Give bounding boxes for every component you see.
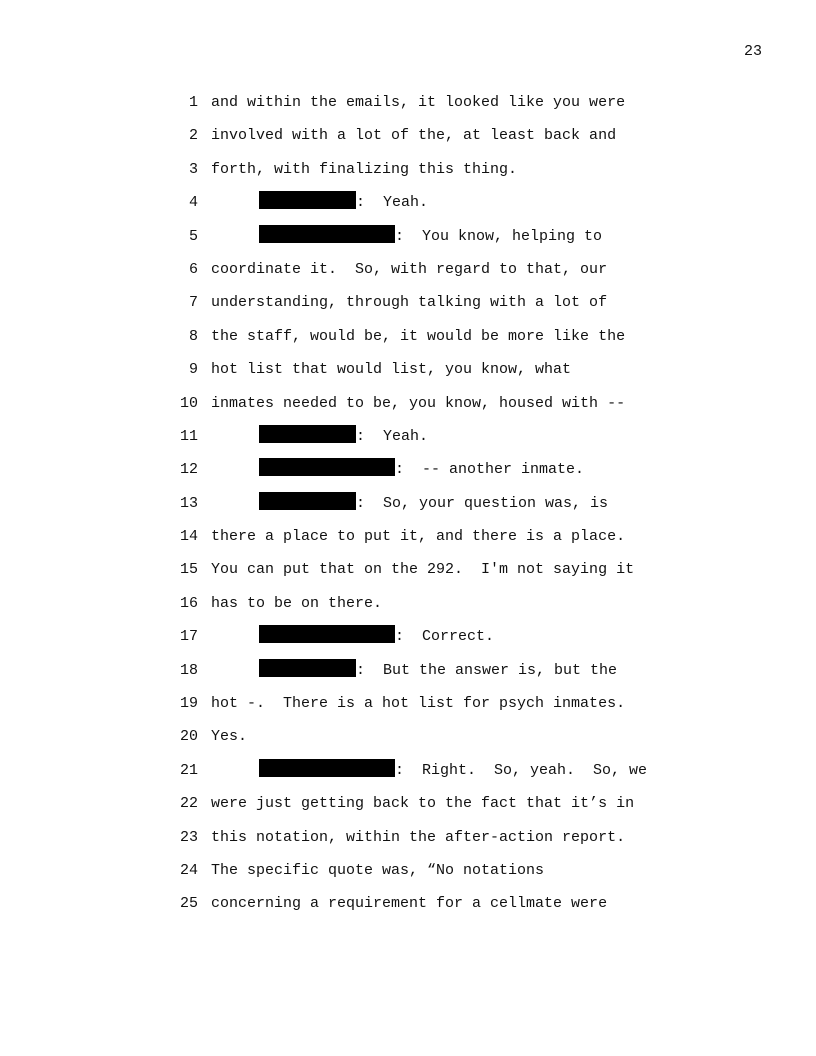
line-text: this notation, within the after-action report. bbox=[211, 828, 626, 846]
line-text: the staff, would be, it would be more like the bbox=[211, 327, 626, 345]
line-text: concerning a requirement for a cellmate were bbox=[211, 895, 608, 913]
line-number: 25 bbox=[179, 895, 198, 913]
transcript-line bbox=[172, 124, 692, 157]
line-number: 21 bbox=[179, 761, 198, 779]
transcript-line bbox=[172, 392, 692, 425]
transcript-line bbox=[172, 558, 692, 591]
transcript-line bbox=[172, 625, 692, 658]
line-number: 17 bbox=[179, 628, 198, 646]
line-text: and within the emails, it looked like you were bbox=[211, 94, 626, 111]
redaction-bar bbox=[259, 659, 356, 677]
line-number: 8 bbox=[188, 327, 198, 345]
line-number: 20 bbox=[179, 728, 198, 746]
redaction-bar bbox=[259, 458, 395, 476]
transcript-line bbox=[172, 91, 692, 124]
transcript-line bbox=[172, 692, 692, 725]
line-text: : You know, helping to bbox=[395, 227, 603, 245]
transcript-line bbox=[172, 725, 692, 758]
line-text: involved with a lot of the, at least back and bbox=[211, 127, 617, 145]
line-number: 6 bbox=[188, 260, 198, 278]
redaction-bar bbox=[259, 191, 356, 209]
line-number: 19 bbox=[179, 695, 198, 713]
transcript-line bbox=[172, 492, 692, 525]
transcript-line bbox=[172, 325, 692, 358]
redaction-bar bbox=[259, 225, 395, 243]
transcript-line bbox=[172, 792, 692, 825]
line-text: coordinate it. So, with regard to that, our bbox=[211, 260, 608, 278]
line-number: 22 bbox=[179, 795, 198, 813]
transcript-line bbox=[172, 425, 692, 458]
line-text: hot list that would list, you know, what bbox=[211, 361, 572, 379]
line-text: : But the answer is, but the bbox=[356, 661, 618, 679]
transcript-line bbox=[172, 291, 692, 324]
transcript-line bbox=[172, 191, 692, 224]
line-text: understanding, through talking with a lot of bbox=[211, 294, 608, 312]
transcript-line bbox=[172, 892, 692, 925]
line-text: there a place to put it, and there is a place. bbox=[211, 528, 626, 546]
redaction-bar bbox=[259, 425, 356, 443]
line-number: 7 bbox=[188, 294, 198, 312]
line-text: The specific quote was, “No notations bbox=[211, 861, 545, 879]
transcript-line bbox=[172, 659, 692, 692]
transcript-line bbox=[172, 458, 692, 491]
line-number: 14 bbox=[179, 528, 198, 546]
line-text: has to be on there. bbox=[211, 594, 383, 612]
line-number: 13 bbox=[179, 494, 198, 512]
line-text: hot -. There is a hot list for psych inmates. bbox=[211, 695, 626, 713]
line-text: : So, your question was, is bbox=[356, 494, 609, 512]
redaction-bar bbox=[259, 625, 395, 643]
line-number: 5 bbox=[188, 227, 198, 245]
redaction-bar bbox=[259, 759, 395, 777]
line-number: 18 bbox=[179, 661, 198, 679]
redaction-bar bbox=[259, 492, 356, 510]
line-number: 9 bbox=[188, 361, 198, 379]
transcript-line bbox=[172, 859, 692, 892]
line-text: inmates needed to be, you know, housed with -- bbox=[211, 394, 626, 412]
line-number: 10 bbox=[179, 394, 198, 412]
line-text: : Yeah. bbox=[356, 427, 429, 445]
line-text: : Yeah. bbox=[356, 194, 429, 212]
transcript-line bbox=[172, 759, 692, 792]
transcript-line bbox=[172, 358, 692, 391]
line-text: Yes. bbox=[211, 728, 248, 746]
line-number: 16 bbox=[179, 594, 198, 612]
transcript-line bbox=[172, 258, 692, 291]
transcript-line bbox=[172, 225, 692, 258]
line-text: : Correct. bbox=[395, 628, 495, 646]
line-text: : -- another inmate. bbox=[395, 461, 585, 479]
line-number: 15 bbox=[179, 561, 198, 579]
transcript bbox=[172, 91, 692, 926]
line-number: 23 bbox=[179, 828, 198, 846]
transcript-line bbox=[172, 592, 692, 625]
line-number: 24 bbox=[179, 861, 198, 879]
line-number: 4 bbox=[188, 194, 198, 212]
line-number: 3 bbox=[188, 160, 198, 178]
page-number: 23 bbox=[743, 43, 762, 60]
transcript-line bbox=[172, 525, 692, 558]
line-text: forth, with finalizing this thing. bbox=[211, 160, 518, 178]
line-number: 2 bbox=[188, 127, 198, 145]
line-text: : Right. So, yeah. So, we bbox=[395, 761, 648, 779]
line-number: 1 bbox=[188, 94, 198, 111]
transcript-line bbox=[172, 826, 692, 859]
line-number: 12 bbox=[179, 461, 198, 479]
line-text: You can put that on the 292. I'm not saying it bbox=[211, 561, 635, 579]
line-number: 11 bbox=[179, 427, 198, 445]
transcript-line bbox=[172, 158, 692, 191]
line-text: were just getting back to the fact that it’s in bbox=[211, 795, 635, 813]
